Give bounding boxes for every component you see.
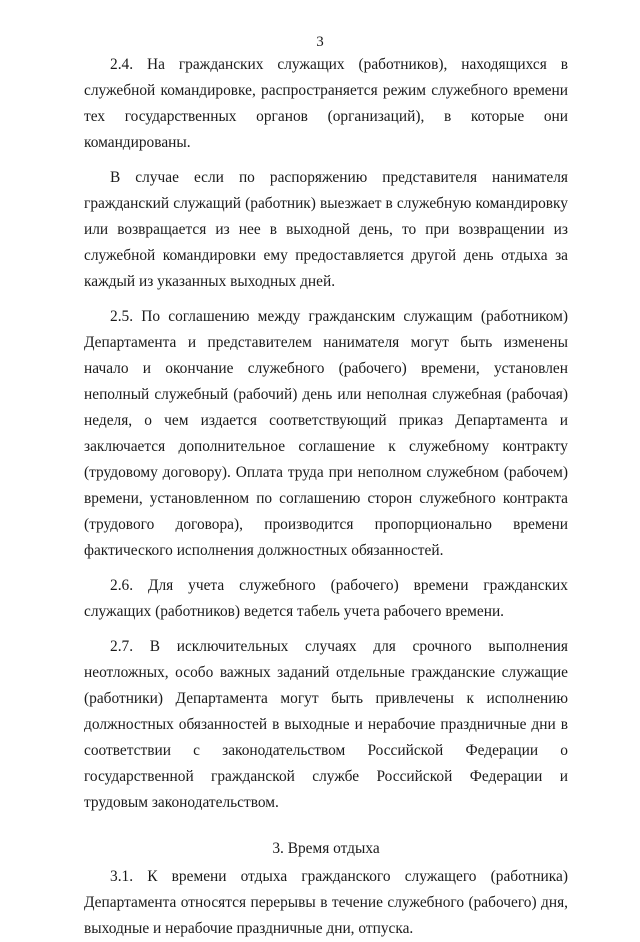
page-number: 3 [316,34,324,50]
section-heading-rest-time: 3. Время отдыха [272,840,380,857]
paragraph-2-4: 2.4. На гражданских служащих (работников), находящихся в служебной командировке, распространяется режим служебного времени тех государственных органов (организаций), в которые они командированы. [84,56,568,151]
paragraph-3-1: 3.1. К времени отдыха гражданского служащего (работника) Департамента относятся перерывы в течение служебного (рабочего) дня, выходные и нерабочие праздничные дни, отпуска. [84,868,568,937]
paragraph-2-7: 2.7. В исключительных случаях для срочного выполнения неотложных, особо важных заданий отдельные гражданские служащие (работники) Департамента могут быть привлечены к исполнению должностных обязанностей в выходные и нерабочие праздничные дни в соответствии с законодательством Российской Федерации о государственной гражданской службе Российской Федерации и трудовым законодательством. [84,638,568,811]
document-body [84,52,568,942]
paragraph-2-4-business-trip-weekend: В случае если по распоряжению представителя нанимателя гражданский служащий (работник) выезжает в служебную командировку или возвращается из нее в выходной день, то при возвращении из служебной командировки ему предоставляется другой день отдыха за каждый из указанных выходных дней. [84,169,568,290]
paragraph-2-5: 2.5. По соглашению между гражданским служащим (работником) Департамента и представителем нанимателя могут быть изменены начало и окончание служебного (рабочего) времени, установлен неполный служебный (рабочий) день или неполная служебная (рабочая) неделя, о чем издается соответствующий приказ Департамента и заключается дополнительное соглашение к служебному контракту (трудовому договору). Оплата труда при неполном служебном (рабочем) времени, установленном по соглашению сторон служебного контракта (трудового договора), производится пропорционально времени фактического исполнения должностных обязанностей. [84,308,568,559]
paragraph-2-6: 2.6. Для учета служебного (рабочего) времени гражданских служащих (работников) ведется табель учета рабочего времени. [84,577,568,620]
